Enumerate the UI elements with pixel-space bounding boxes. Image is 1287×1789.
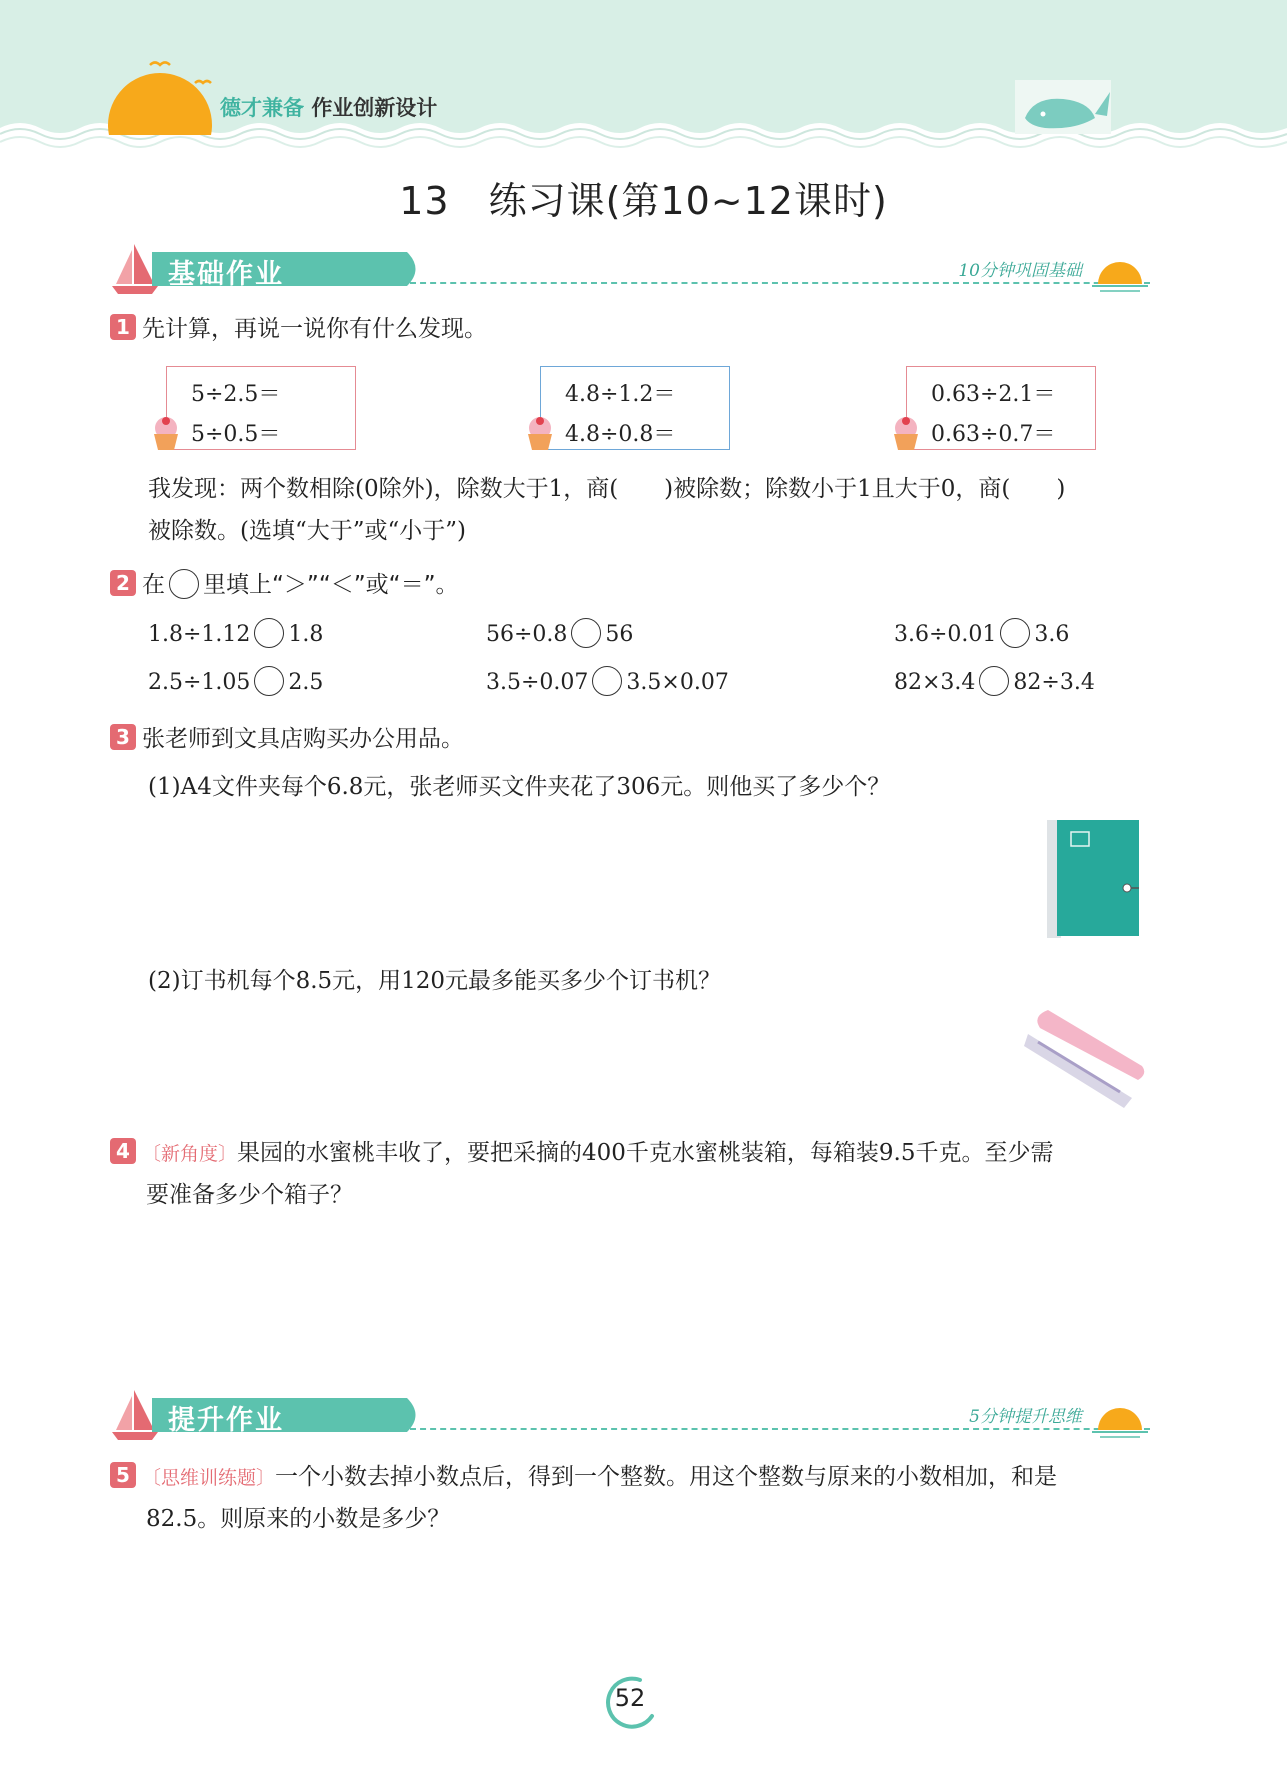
sub-question-2: (2)订书机每个8.5元，用120元最多能买多少个订书机？ [148, 968, 722, 994]
question-5 [110, 1456, 1057, 1499]
compare-left: 82×3.4 [894, 670, 976, 695]
brand-green: 德才兼备 [220, 96, 304, 120]
blank-circle [169, 569, 199, 599]
section-header-basic [110, 240, 1150, 300]
sun-icon [1090, 1400, 1150, 1440]
section-title: 基础作业 [168, 259, 284, 290]
question-number: 5 [110, 1462, 136, 1488]
sun-icon [100, 55, 220, 135]
question-1 [110, 308, 487, 350]
compare-item [894, 618, 1069, 648]
folder-icon [1045, 818, 1145, 942]
compare-item [894, 666, 1095, 696]
calc-line: 5÷2.5＝ [191, 382, 281, 407]
section-hint: 10分钟巩固基础 [958, 261, 1082, 281]
cupcake-icon [146, 414, 186, 454]
question-text-after: 里填上“＞”“＜”或“＝”。 [203, 572, 459, 598]
calc-line: 0.63÷2.1＝ [931, 382, 1056, 407]
calc-line: 5÷0.5＝ [191, 422, 281, 447]
cupcake-icon [886, 414, 926, 454]
compare-item [148, 666, 323, 696]
calc-box-3 [906, 366, 1096, 450]
section-header-advanced [110, 1386, 1150, 1446]
answer-circle[interactable] [254, 666, 284, 696]
sun-icon [1090, 254, 1150, 294]
compare-left: 3.5÷0.07 [486, 670, 589, 695]
question-4-line-2: 要准备多少个箱子？ [146, 1182, 353, 1208]
question-tag: 〔新角度〕 [142, 1143, 238, 1165]
finding-line-2: 被除数。(选填“大于”或“小于”) [148, 518, 466, 544]
calc-line: 0.63÷0.7＝ [931, 422, 1056, 447]
page-number [600, 1672, 660, 1732]
compare-item [148, 618, 323, 648]
whale-icon [1015, 74, 1115, 134]
compare-right: 56 [605, 622, 634, 647]
answer-circle[interactable] [592, 666, 622, 696]
compare-right: 2.5 [288, 670, 324, 695]
stapler-icon [1020, 1002, 1150, 1114]
compare-right: 82÷3.4 [1013, 670, 1095, 695]
question-3 [110, 718, 464, 760]
section-hint: 5分钟提升思维 [969, 1407, 1082, 1427]
compare-left: 56÷0.8 [486, 622, 568, 647]
compare-right: 3.6 [1034, 622, 1070, 647]
question-number: 1 [110, 314, 136, 340]
answer-circle[interactable] [979, 666, 1009, 696]
answer-circle[interactable] [571, 618, 601, 648]
dashed-divider [410, 1428, 1150, 1430]
lesson-title: 13 练习课(第10~12课时) [399, 179, 888, 223]
answer-circle[interactable] [254, 618, 284, 648]
question-number: 3 [110, 724, 136, 750]
dashed-divider [410, 282, 1150, 284]
compare-item [486, 618, 633, 648]
compare-item [486, 666, 729, 696]
compare-right: 3.5×0.07 [626, 670, 729, 695]
cupcake-icon [520, 414, 560, 454]
question-text: 果园的水蜜桃丰收了，要把采摘的400千克水蜜桃装箱，每箱装9.5千克。至少需 [237, 1140, 1054, 1166]
compare-left: 2.5÷1.05 [148, 670, 251, 695]
question-2 [110, 564, 459, 606]
calc-line: 4.8÷0.8＝ [565, 422, 676, 447]
question-text-before: 在 [142, 572, 165, 598]
brand-title [220, 92, 437, 122]
question-text: 张老师到文具店购买办公用品。 [142, 726, 464, 752]
page-number-text: 52 [614, 1684, 646, 1712]
calc-line: 4.8÷1.2＝ [565, 382, 676, 407]
brand-dark: 作业创新设计 [311, 96, 438, 120]
question-number: 2 [110, 570, 136, 596]
compare-left: 3.6÷0.01 [894, 622, 997, 647]
question-tag: 〔思维训练题〕 [142, 1467, 276, 1489]
compare-left: 1.8÷1.12 [148, 622, 251, 647]
calc-box-2 [540, 366, 730, 450]
sub-question-1: (1)A4文件夹每个6.8元，张老师买文件夹花了306元。则他买了多少个？ [148, 774, 891, 800]
compare-right: 1.8 [288, 622, 324, 647]
finding-line-1: 我发现：两个数相除(0除外)，除数大于1，商( )被除数；除数小于1且大于0，商( ) [148, 476, 1066, 502]
question-text: 一个小数去掉小数点后，得到一个整数。用这个整数与原来的小数相加，和是 [275, 1464, 1058, 1490]
question-text: 先计算，再说一说你有什么发现。 [142, 316, 487, 342]
question-number: 4 [110, 1138, 136, 1164]
question-5-line-2: 82.5。则原来的小数是多少？ [146, 1506, 451, 1532]
question-4 [110, 1132, 1054, 1175]
answer-circle[interactable] [1000, 618, 1030, 648]
section-title: 提升作业 [168, 1405, 284, 1436]
calc-box-1 [166, 366, 356, 450]
